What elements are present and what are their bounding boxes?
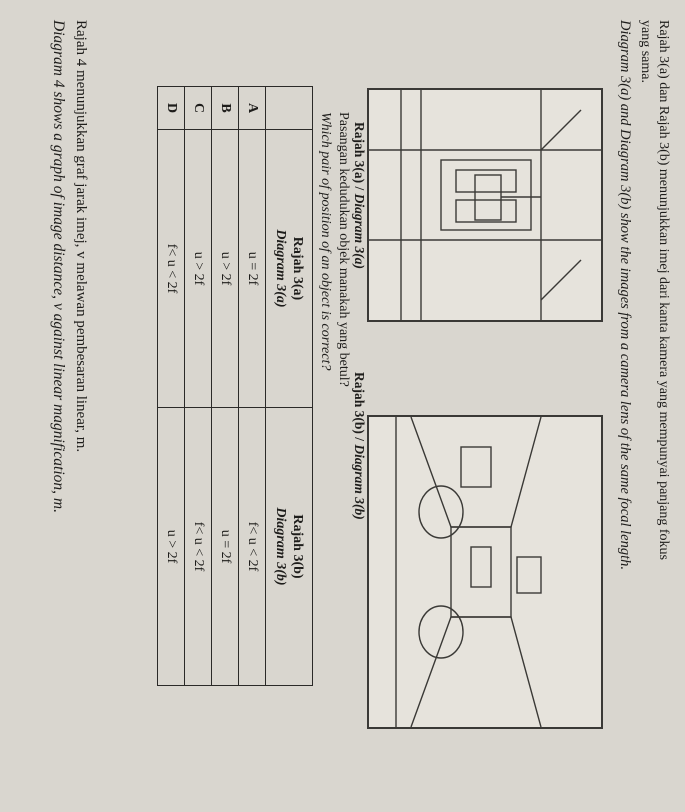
diagram-3a-caption: Rajah 3(a) / Diagram 3(a) bbox=[352, 122, 367, 269]
question-malay: Pasangan kedudukan objek manakah yang betul? bbox=[336, 112, 351, 387]
option-label[interactable]: C bbox=[185, 87, 212, 130]
question-english: Which pair of position of an object is correct? bbox=[318, 112, 333, 371]
option-label[interactable]: A bbox=[239, 87, 266, 130]
table-row[interactable] bbox=[185, 87, 212, 686]
intro-text-malay-2: yang sama. bbox=[638, 20, 653, 83]
cell-3a: u > 2f bbox=[185, 130, 212, 408]
diagram-3b-caption: Rajah 3(b) / Diagram 3(b) bbox=[352, 372, 367, 520]
cell-3a: u > 2f bbox=[212, 130, 239, 408]
cell-3b: f< u < 2f bbox=[185, 408, 212, 686]
next-question-malay: Rajah 4 menunjukkan graf jarak imej, v melawan pembesaran linear, m. bbox=[73, 20, 89, 453]
cell-3b: f< u < 2f bbox=[239, 408, 266, 686]
options-table bbox=[157, 86, 313, 686]
intro-text-malay-1: Rajah 3(a) dan Rajah 3(b) menunjukkan imej dari kanta kamera yang mempunyai panjang fokus bbox=[656, 20, 671, 560]
cell-3a: f< u < 2f bbox=[158, 130, 185, 408]
next-question-english: Diagram 4 shows a graph of image distance, v against linear magnification, m. bbox=[50, 20, 67, 513]
cell-3b: u > 2f bbox=[158, 408, 185, 686]
diagram-3a-image bbox=[367, 88, 603, 322]
table-row[interactable] bbox=[158, 87, 185, 686]
table-header-row bbox=[266, 87, 313, 686]
table-row[interactable] bbox=[212, 87, 239, 686]
room-sketch-b bbox=[369, 417, 601, 727]
cell-3a: u = 2f bbox=[239, 130, 266, 408]
column-header-3a: Rajah 3(a) Diagram 3(a) bbox=[266, 130, 313, 408]
room-sketch-a bbox=[369, 90, 601, 320]
column-header-3b: Rajah 3(b) Diagram 3(b) bbox=[266, 408, 313, 686]
option-label[interactable]: B bbox=[212, 87, 239, 130]
option-label[interactable]: D bbox=[158, 87, 185, 130]
table-corner bbox=[266, 87, 313, 130]
cell-3b: u = 2f bbox=[212, 408, 239, 686]
diagram-3b-image bbox=[367, 415, 603, 729]
table-row[interactable] bbox=[239, 87, 266, 686]
intro-text-english: Diagram 3(a) and Diagram 3(b) show the images from a camera lens of the same focal length. bbox=[617, 20, 633, 571]
